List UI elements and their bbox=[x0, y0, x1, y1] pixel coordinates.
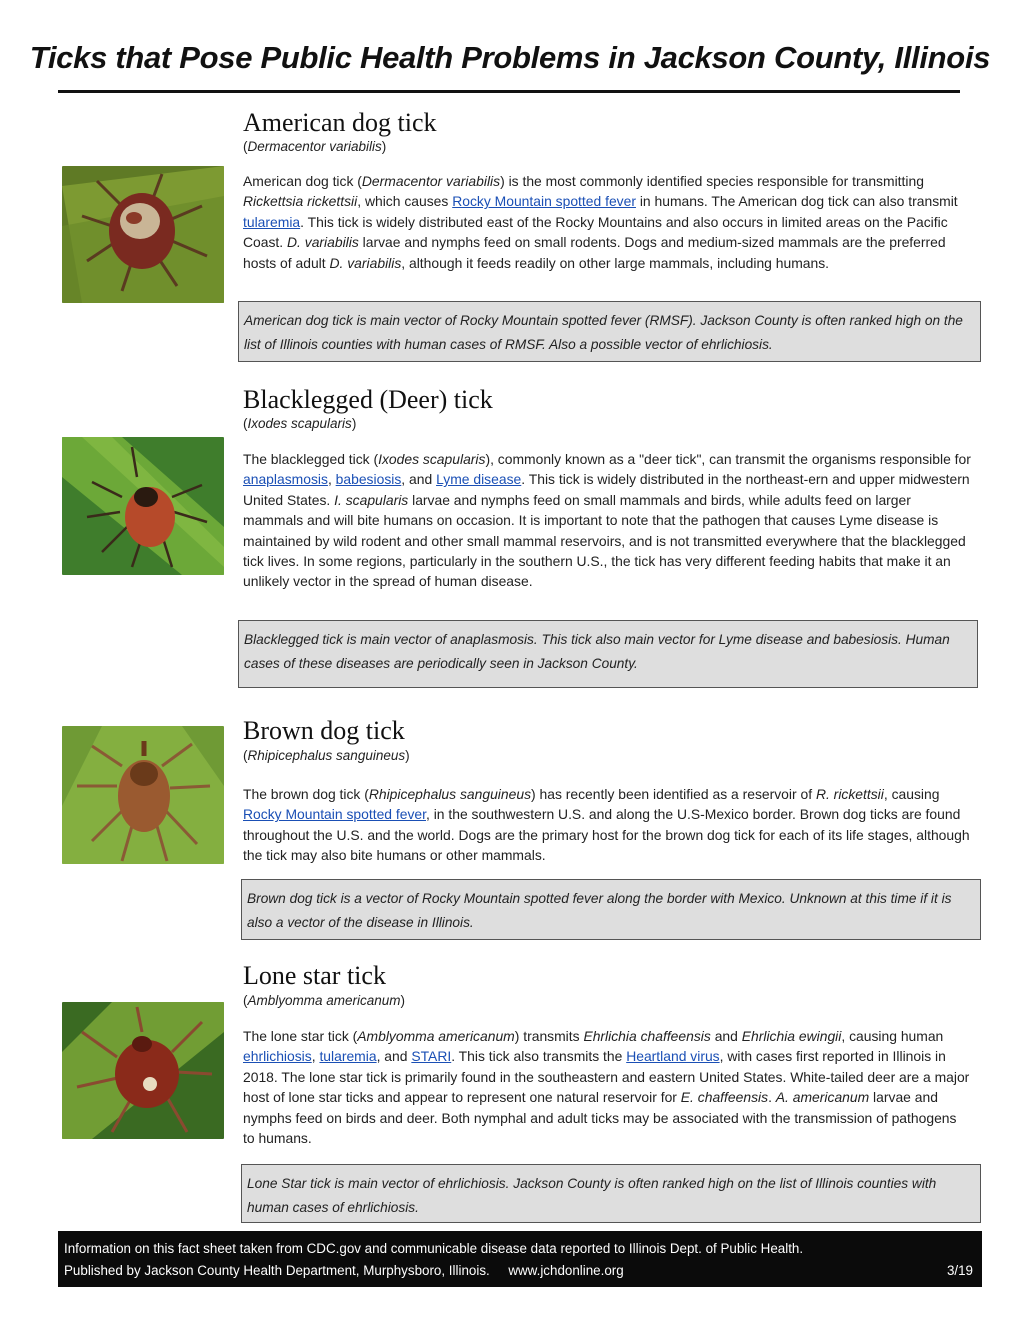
vector-note: American dog tick is main vector of Rocky Mountain spotted fever (RMSF). Jackson County is often ranked high on the list of Illinois counties with human cases of RMSF. Also a possible vector of ehrlichiosis. bbox=[238, 301, 981, 362]
scientific-term: Amblyomma americanum bbox=[357, 1028, 515, 1044]
footer bbox=[58, 1231, 982, 1287]
brown-dog-tick-photo bbox=[62, 726, 224, 864]
title-divider bbox=[58, 90, 960, 93]
lone-star-tick-photo bbox=[62, 1002, 224, 1139]
disease-link[interactable]: ehrlichiosis bbox=[243, 1048, 312, 1065]
tick-description bbox=[243, 449, 971, 592]
body-text: larvae and nymphs feed on small rodents. Dogs and medium-sized mammals are the preferred hosts of adult bbox=[243, 234, 946, 271]
blacklegged-tick-photo bbox=[62, 437, 224, 575]
body-text: . bbox=[768, 1089, 776, 1106]
tick-description bbox=[243, 171, 971, 273]
body-text: ) has recently been identified as a reservoir of bbox=[531, 786, 816, 802]
body-text: and bbox=[710, 1028, 742, 1044]
tick-heading: Brown dog tick bbox=[243, 716, 405, 745]
body-text: The blacklegged tick ( bbox=[243, 451, 379, 467]
scientific-name: (Dermacentor variabilis) bbox=[243, 139, 387, 154]
scientific-term: D. variabilis bbox=[329, 254, 402, 271]
body-text: ), commonly known as a "deer tick", can transmit the organisms responsible for bbox=[485, 451, 971, 467]
footer-source-text: Information on this fact sheet taken from CDC.gov and communicable disease data reported to Illinois Dept. of Public Health. bbox=[64, 1241, 804, 1256]
body-text: American dog tick ( bbox=[243, 173, 362, 189]
disease-link[interactable]: Rocky Mountain spotted fever bbox=[452, 193, 636, 210]
tick-description bbox=[243, 784, 971, 866]
body-text: , in the southwestern U.S. and along the U.S-Mexico border. Brown dog ticks are found throughout the U.S. and the world. Dogs are the primary host for the brown dog tick for each of its life stages, although the tick may also bite humans or other mammals. bbox=[243, 806, 970, 864]
disease-link[interactable]: Rocky Mountain spotted fever bbox=[243, 806, 426, 823]
body-text: , bbox=[311, 1048, 320, 1065]
tick-heading: American dog tick bbox=[243, 108, 437, 137]
american-dog-tick-photo bbox=[62, 166, 224, 303]
scientific-term: A. americanum bbox=[775, 1089, 870, 1106]
body-text: . This tick is widely distributed in the northeast-ern and upper midwestern United States. bbox=[243, 471, 970, 508]
body-text: , causing human bbox=[841, 1028, 944, 1044]
vector-note: Blacklegged tick is main vector of anaplasmosis. This tick also main vector for Lyme disease and babesiosis. Human cases of these diseases are periodically seen in Jackson County. bbox=[238, 620, 978, 688]
disease-link[interactable]: STARI bbox=[411, 1048, 452, 1065]
scientific-term: Ixodes scapularis bbox=[378, 451, 486, 467]
footer-publisher-text: Published by Jackson County Health Department, Murphysboro, Illinois. www.jchdonline.org bbox=[64, 1263, 624, 1278]
scientific-term: Ehrlichia ewingii bbox=[741, 1028, 842, 1044]
body-text: The brown dog tick ( bbox=[243, 786, 369, 802]
body-text: ) is the most commonly identified species responsible for transmitting bbox=[500, 173, 924, 189]
disease-link[interactable]: anaplasmosis bbox=[243, 471, 328, 488]
scientific-name: (Ixodes scapularis) bbox=[243, 416, 357, 431]
scientific-term: Dermacentor variabilis bbox=[361, 173, 501, 189]
vector-note: Lone Star tick is main vector of ehrlichiosis. Jackson County is often ranked high on the list of Illinois counties with human cases of ehrlichiosis. bbox=[241, 1164, 981, 1223]
scientific-term: I. scapularis bbox=[334, 491, 409, 508]
tick-heading: Lone star tick bbox=[243, 961, 386, 990]
body-text: larvae and nymphs feed on birds and deer. Both nymphal and adult ticks may be associated with the transmission of pathogens to humans. bbox=[243, 1089, 957, 1147]
scientific-name: (Amblyomma americanum) bbox=[243, 993, 406, 1008]
scientific-term: Rickettsia rickettsii bbox=[243, 193, 358, 210]
body-text: . This tick is widely distributed east of the Rocky Mountains and also occurs in limited areas on the Pacific Coast. bbox=[243, 213, 948, 251]
disease-link[interactable]: Lyme disease bbox=[436, 471, 522, 488]
body-text: , causing bbox=[883, 786, 940, 802]
page-title: Ticks that Pose Public Health Problems in Jackson County, Illinois bbox=[29, 40, 991, 75]
scientific-term: E. chaffeensis bbox=[680, 1089, 769, 1106]
disease-link[interactable]: babesiosis bbox=[335, 471, 402, 488]
body-text: ) transmits bbox=[514, 1028, 584, 1044]
body-text: , bbox=[327, 471, 336, 488]
disease-link[interactable]: Heartland virus bbox=[626, 1048, 720, 1065]
tick-description bbox=[243, 1026, 971, 1148]
body-text: , and bbox=[376, 1048, 412, 1065]
scientific-name: (Rhipicephalus sanguineus) bbox=[243, 748, 410, 763]
body-text: larvae and nymphs feed on small mammals and birds, while adults feed on larger mammals and will bite humans on occasion. It is important to note that the pathogen that causes Lyme disease is maintained by wild rodent and other small mammal reservoirs, and is not transmitted everywhere that the blacklegged tick lives. In some regions, particularly in the southern U.S., the tick has very different feeding habits that make it an unlikely vector in the spread of human disease. bbox=[243, 491, 966, 590]
body-text: in humans. The American dog tick can also transmit bbox=[635, 193, 958, 210]
scientific-term: Rhipicephalus sanguineus bbox=[368, 786, 532, 802]
scientific-term: D. variabilis bbox=[287, 234, 359, 251]
tick-heading: Blacklegged (Deer) tick bbox=[243, 385, 493, 414]
vector-note: Brown dog tick is a vector of Rocky Mountain spotted fever along the border with Mexico. Unknown at this time if it is also a vector of the disease in Illinois. bbox=[241, 879, 981, 940]
body-text: , with cases first reported in Illinois in 2018. The lone star tick is primarily found in the southeastern and eastern United States. White-tailed deer are a major host of lone star ticks and appear to represent one natural reservoir for bbox=[243, 1048, 970, 1106]
scientific-term: Ehrlichia chaffeensis bbox=[583, 1028, 711, 1044]
body-text: The lone star tick ( bbox=[243, 1028, 358, 1044]
body-text: , which causes bbox=[357, 193, 453, 210]
disease-link[interactable]: tularemia bbox=[319, 1048, 377, 1065]
footer-date: 3/19 bbox=[946, 1263, 973, 1278]
disease-link[interactable]: tularemia bbox=[243, 213, 301, 230]
scientific-term: R. rickettsii bbox=[815, 786, 884, 802]
body-text: , and bbox=[401, 471, 437, 488]
body-text: , although it feeds readily on other large mammals, including humans. bbox=[401, 254, 830, 271]
body-text: . This tick also transmits the bbox=[451, 1048, 627, 1065]
